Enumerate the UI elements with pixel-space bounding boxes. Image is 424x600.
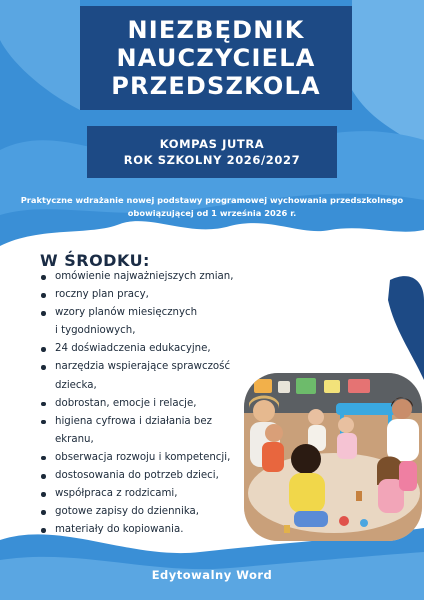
list-item [40, 340, 250, 358]
list-item [40, 485, 250, 503]
classroom-photo [244, 373, 422, 541]
list-item [40, 413, 250, 431]
list-item [40, 503, 250, 521]
list-item [40, 268, 250, 286]
list-item-text: 24 doświadczenia edukacyjne, [55, 343, 211, 355]
intro-line-1: Praktyczne wdrażanie nowej podstawy programowej wychowania przedszkolnego [20, 195, 404, 205]
list-item-text: roczny plan pracy, [55, 289, 149, 301]
bullet-icon [41, 311, 46, 316]
bullet-icon [41, 528, 46, 533]
footer-label: Edytowalny Word [151, 568, 273, 582]
bullet-icon [41, 420, 46, 425]
list-item [40, 431, 250, 449]
contents-heading: W ŚRODKU: [40, 251, 150, 270]
list-item-text: ekranu, [55, 433, 94, 445]
list-item-text: omówienie najważniejszych zmian, [55, 271, 234, 282]
title-line-2: NAUCZYCIELA [116, 44, 316, 72]
list-item [40, 467, 250, 485]
intro-line-2: obowiązującej od 1 września 2026 r. [127, 208, 297, 218]
bullet-icon [41, 492, 46, 497]
list-item-text: obserwacja rozwoju i kompetencji, [55, 451, 231, 463]
list-item-text: współpraca z rodzicami, [55, 488, 178, 500]
contents-list [40, 268, 250, 539]
bullet-icon [41, 510, 46, 515]
list-item-text: gotowe zapisy do dziennika, [55, 506, 200, 518]
intro-text [8, 194, 416, 220]
title-panel [80, 6, 352, 110]
list-item [40, 304, 250, 322]
list-item [40, 358, 250, 376]
list-item-text: dobrostan, emocje i relacje, [55, 397, 197, 409]
list-item-text: wzory planów miesięcznych [55, 307, 198, 319]
list-item [40, 377, 250, 395]
bullet-icon [41, 293, 46, 298]
bullet-icon [41, 347, 46, 352]
bullet-icon [41, 402, 46, 407]
list-item-text: dziecka, [55, 379, 97, 391]
list-item [40, 322, 250, 340]
list-item-text: i tygodniowych, [55, 325, 136, 337]
bullet-icon [41, 365, 46, 370]
bullet-icon [41, 474, 46, 479]
subtitle-line-1: KOMPAS JUTRA [159, 137, 265, 151]
title-line-1: NIEZBĘDNIK [127, 16, 305, 44]
subtitle-line-2: ROK SZKOLNY 2026/2027 [123, 153, 301, 167]
list-item [40, 286, 250, 304]
list-item [40, 395, 250, 413]
bullet-icon [41, 456, 46, 461]
list-item-text: dostosowania do potrzeb dzieci, [55, 470, 219, 482]
bullet-icon [41, 275, 46, 280]
list-item-text: higiena cyfrowa i działania bez [55, 415, 212, 427]
list-item-text: materiały do kopiowania. [55, 524, 184, 536]
list-item [40, 449, 250, 467]
title-line-3: PRZEDSZKOLA [111, 72, 321, 100]
list-item [40, 521, 250, 539]
subtitle-panel [87, 126, 337, 178]
list-item-text: narzędzia wspierające sprawczość [55, 361, 231, 373]
